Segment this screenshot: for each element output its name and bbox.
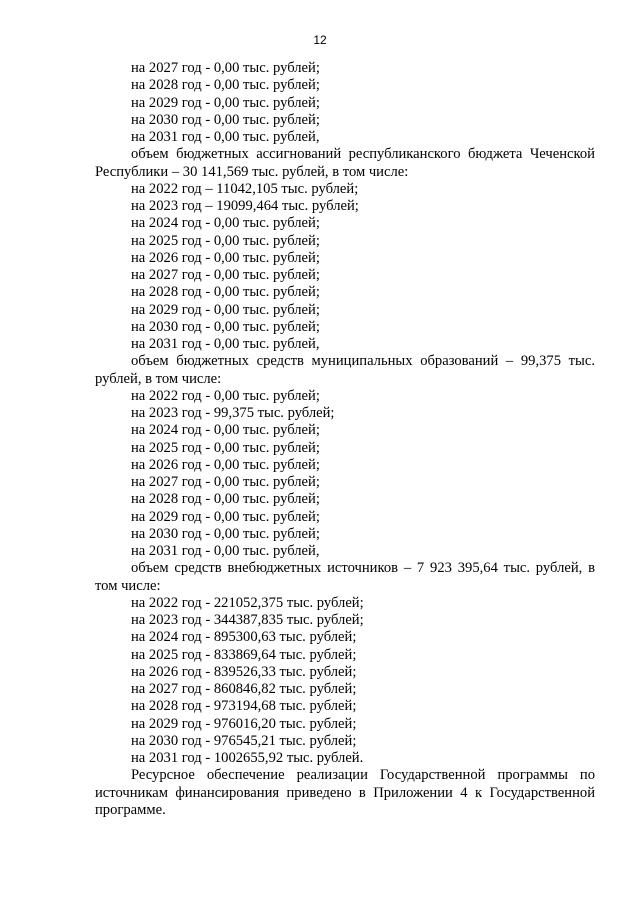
list-item: на 2030 год - 0,00 тыс. рублей; [131, 318, 320, 335]
list-item: на 2025 год - 833869,64 тыс. рублей; [131, 646, 357, 663]
list-item: на 2023 год - 344387,835 тыс. рублей; [131, 612, 364, 628]
list-item: на 2028 год - 0,00 тыс. рублей; [131, 77, 320, 94]
list-item: на 2027 год - 860846,82 тыс. рублей; [131, 681, 357, 697]
list-item: на 2022 год – 11042,105 тыс. рублей; [131, 180, 359, 197]
list-item: на 2024 год - 0,00 тыс. рублей; [131, 422, 320, 439]
list-item: на 2028 год - 973194,68 тыс. рублей; [131, 698, 357, 715]
list-item: на 2029 год - 0,00 тыс. рублей; [131, 508, 320, 525]
list-item: на 2030 год - 976545,21 тыс. рублей; [131, 732, 357, 749]
list-item: на 2030 год - 0,00 тыс. рублей; [131, 111, 320, 128]
list-item: на 2029 год - 0,00 тыс. рублей; [131, 301, 320, 318]
paragraph-municipal-budget: объем бюджетных средств муниципальных образований – 99,375 тыс. рублей, в том числе: [95, 353, 595, 387]
list-item: на 2026 год - 839526,33 тыс. рублей; [131, 663, 357, 680]
list-item: на 2026 год - 0,00 тыс. рублей; [131, 249, 320, 266]
page-number: 12 [313, 33, 327, 47]
list-item: на 2023 год - 99,375 тыс. рублей; [131, 405, 335, 421]
list-item: на 2031 год - 1002655,92 тыс. рублей. [131, 750, 364, 766]
list-item: на 2031 год - 0,00 тыс. рублей, [131, 543, 320, 559]
list-item: на 2028 год - 0,00 тыс. рублей; [131, 491, 320, 508]
list-item: на 2031 год - 0,00 тыс. рублей, [131, 336, 320, 352]
list-item: на 2028 год - 0,00 тыс. рублей; [131, 284, 320, 301]
list-item: на 2025 год - 0,00 тыс. рублей; [131, 439, 320, 456]
list-item: на 2024 год - 895300,63 тыс. рублей; [131, 629, 357, 646]
list-item: на 2027 год - 0,00 тыс. рублей; [131, 60, 320, 76]
page-content [95, 60, 595, 819]
paragraph-closing: Ресурсное обеспечение реализации Государственной программы по источникам финансирования приведено в Приложении 4 к Государственной программе. [95, 767, 595, 818]
list-item: на 2030 год - 0,00 тыс. рублей; [131, 525, 320, 542]
list-item: на 2029 год - 976016,20 тыс. рублей; [131, 715, 357, 732]
list-item: на 2022 год - 0,00 тыс. рублей; [131, 387, 320, 404]
list-item: на 2027 год - 0,00 тыс. рублей; [131, 474, 320, 490]
paragraph-republic-budget: объем бюджетных ассигнований республиканского бюджета Чеченской Республики – 30 141,569 тыс. рублей, в том числе: [95, 146, 595, 180]
list-item: на 2031 год - 0,00 тыс. рублей, [131, 129, 320, 145]
list-item: на 2024 год - 0,00 тыс. рублей; [131, 215, 320, 232]
list-item: на 2026 год - 0,00 тыс. рублей; [131, 456, 320, 473]
list-item: на 2022 год - 221052,375 тыс. рублей; [131, 594, 364, 611]
list-item: на 2027 год - 0,00 тыс. рублей; [131, 267, 320, 283]
list-item: на 2029 год - 0,00 тыс. рублей; [131, 94, 320, 111]
list-item: на 2025 год - 0,00 тыс. рублей; [131, 232, 320, 249]
list-item: на 2023 год – 19099,464 тыс. рублей; [131, 198, 359, 214]
paragraph-extrabudgetary: объем средств внебюджетных источников – 7 923 395,64 тыс. рублей, в том числе: [95, 560, 595, 594]
